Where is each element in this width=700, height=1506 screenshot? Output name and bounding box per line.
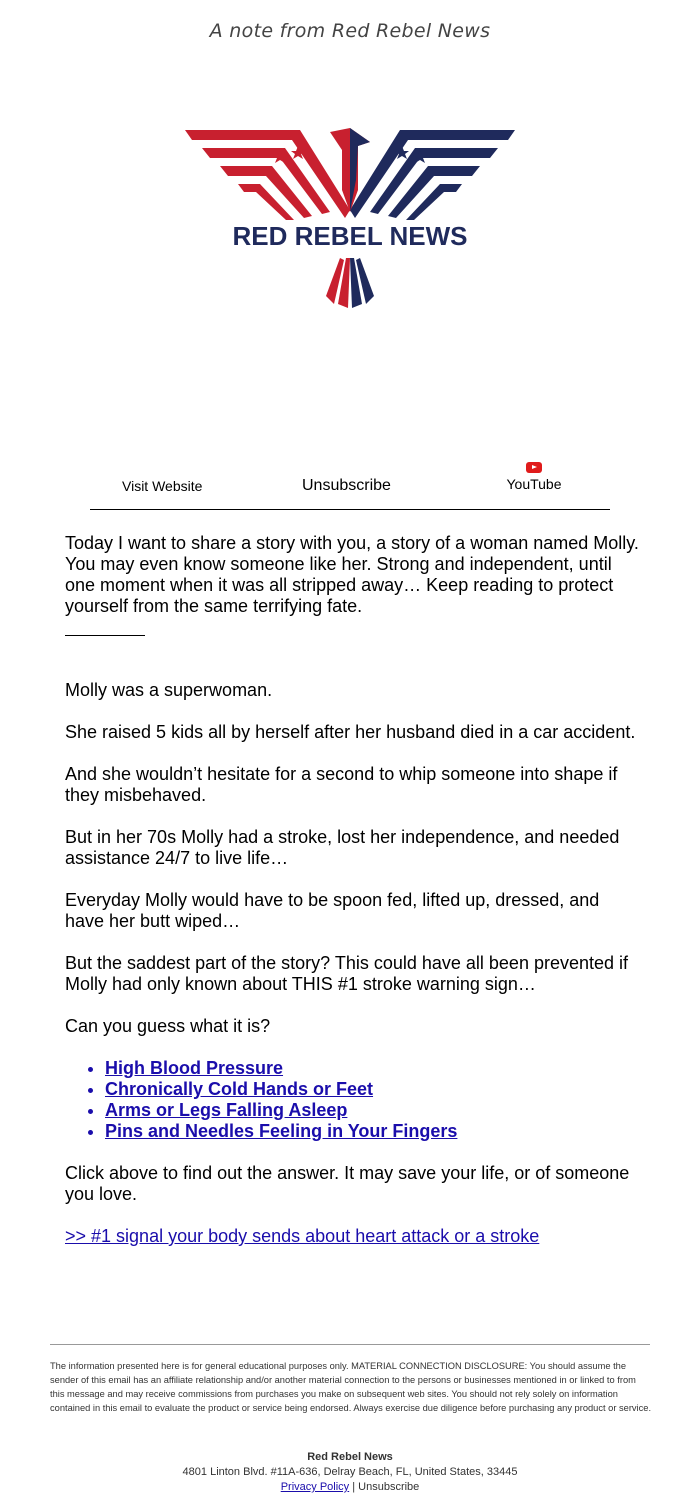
list-item <box>105 1058 640 1079</box>
body-paragraph: Everyday Molly would have to be spoon fed, lifted up, dressed, and have her butt wiped… <box>65 890 600 931</box>
youtube-link[interactable] <box>506 462 562 492</box>
cta-link[interactable]: >> #1 signal your body sends about heart attack or a stroke <box>65 1226 540 1246</box>
option-link-pins-needles[interactable]: Pins and Needles Feeling in Your Fingers <box>105 1121 458 1141</box>
youtube-label: YouTube <box>506 476 562 492</box>
after-options-paragraph: Click above to find out the answer. It may save your life, or of someone you love. <box>65 1163 630 1204</box>
visit-website-link[interactable]: Visit Website <box>122 478 203 494</box>
logo-tail <box>326 258 374 308</box>
logo-wordmark: RED REBEL NEWS <box>232 221 468 251</box>
footer <box>0 1450 700 1495</box>
short-divider <box>65 625 145 636</box>
privacy-policy-link[interactable]: Privacy Policy <box>280 1481 350 1493</box>
symptom-options-list <box>65 1058 640 1142</box>
option-link-cold-hands-feet[interactable]: Chronically Cold Hands or Feet <box>105 1079 374 1099</box>
body-paragraph: But the saddest part of the story? This could have all been prevented if Molly had only known about THIS #1 stroke warning sign… <box>65 953 629 994</box>
disclosure-text: The information presented here is for general educational purposes only. MATERIAL CONNECTION DISCLOSURE: You should assume the sender of this email has an affiliate relationship and/or another material connection to the persons or businesses mentioned in or linked to from this message and may receive commissions from purchases you make on subsequent web sites. You should not rely solely on information contained in this email to evaluate the product or service being endorsed. Always exercise due diligence before purchasing any product or service. <box>50 1361 652 1413</box>
email-body <box>65 533 640 1247</box>
body-paragraph: But in her 70s Molly had a stroke, lost her independence, and needed assistance 24/7 to live life… <box>65 827 620 868</box>
top-nav <box>90 458 610 510</box>
body-paragraph: She raised 5 kids all by herself after her husband died in a car accident. <box>65 722 636 742</box>
option-link-limbs-asleep[interactable]: Arms or Legs Falling Asleep <box>105 1100 348 1120</box>
footer-divider <box>50 1344 650 1345</box>
list-item <box>105 1100 640 1121</box>
body-paragraph: Molly was a superwoman. <box>65 680 273 700</box>
footer-company: Red Rebel News <box>307 1451 393 1463</box>
unsubscribe-link[interactable]: Unsubscribe <box>302 477 391 494</box>
footer-unsubscribe-link[interactable]: Unsubscribe <box>358 1481 420 1493</box>
list-item <box>105 1121 640 1142</box>
list-item <box>105 1079 640 1100</box>
intro-paragraph: Today I want to share a story with you, a story of a woman named Molly. You may even know someone like her. Strong and independent, until one moment when it was all stripped away… Keep reading to protect yourself from the same terrifying fate. <box>65 533 639 616</box>
youtube-icon <box>526 462 542 473</box>
footer-separator: | <box>352 1481 356 1493</box>
option-link-high-blood-pressure[interactable]: High Blood Pressure <box>105 1058 284 1078</box>
footer-address: 4801 Linton Blvd. #11A-636, Delray Beach, FL, United States, 33445 <box>182 1466 518 1478</box>
body-paragraph: Can you guess what it is? <box>65 1016 271 1036</box>
header-note: A note from Red Rebel News <box>209 20 491 42</box>
body-paragraph: And she wouldn’t hesitate for a second to whip someone into shape if they misbehaved. <box>65 764 618 805</box>
red-rebel-news-logo <box>180 120 520 320</box>
logo-left-wing <box>185 130 350 220</box>
logo-right-wing <box>350 130 515 220</box>
footer-links <box>0 1480 700 1495</box>
